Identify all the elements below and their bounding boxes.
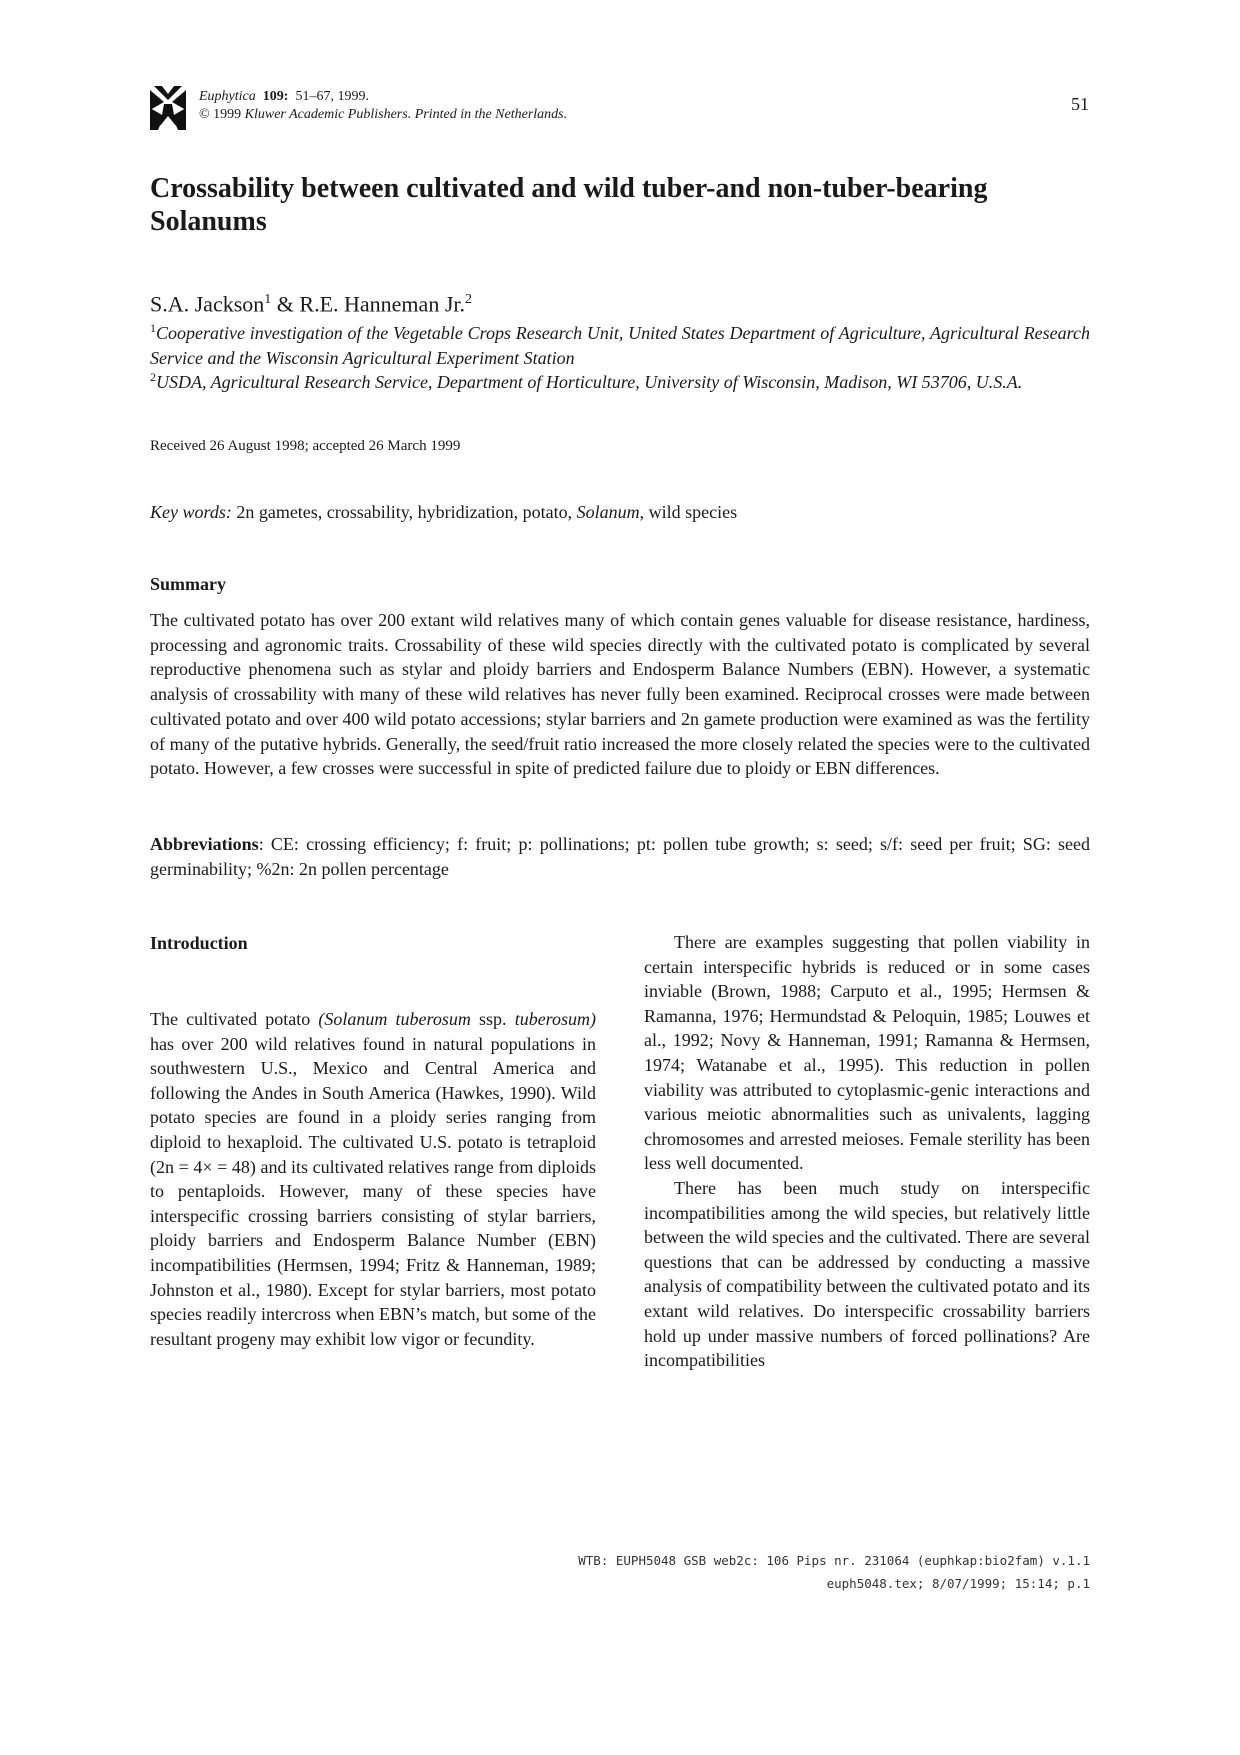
intro-left-text-1: The cultivated potato [150,1009,319,1029]
affiliation-1-mark: 1 [150,321,156,335]
copyright-symbol: © [199,107,210,122]
author-list [150,286,472,318]
intro-right-paragraph-1: There are examples suggesting that pollen viability in certain interspecific hybrids is reduced or in some cases inviable (Brown, 1988; Carputo et al., 1995; Hermsen & Ramanna, 1976; Hermundstad & Peloquin, 1985; Louwes et al., 1992; Novy & Hanneman, 1991; Ramanna & Hermsen, 1974; Watanabe et al., 1995). This reduction in pollen viability was attributed to cytoplasmic-genic interactions and various meiotic abnormalities such as univalents, lagging chromosomes and arrested meioses. Female sterility has been less well documented. [644,932,1090,1174]
introduction-heading: Introduction [150,933,248,953]
publisher-logo-icon [150,86,186,130]
keywords [150,500,1090,524]
intro-left-text-2: ssp. [470,1009,515,1029]
author-2-affil-mark: 2 [465,292,472,307]
paper-title: Crossability between cultivated and wild tuber-and non-tuber-bearing Solanums [150,173,988,237]
footer-production-line-2: euph5048.tex; 8/07/1999; 15:14; p.1 [826,1576,1090,1591]
affiliation-1-text: Cooperative investigation of the Vegetable Crops Research Unit, United States Department of Agriculture, Agricultural Research Service and the Wisconsin Agricultural Experiment Station [150,323,1090,368]
abbreviations-text: : CE: crossing efficiency; f: fruit; p: pollinations; pt: pollen tube growth; s: seed; s/f: seed per fruit; SG: seed germinability; %2n: 2n pollen percentage [150,834,1090,879]
publisher-line: Kluwer Academic Publishers. Printed in the Netherlands. [244,107,568,122]
intro-left-italic-2: tuberosum) [514,1009,597,1029]
journal-citation [199,88,567,124]
summary-heading: Summary [150,574,226,594]
author-separator: & [271,291,300,317]
footer-production-line-1: WTB: EUPH5048 GSB web2c: 106 Pips nr. 231064 (euphkap:bio2fam) v.1.1 [578,1553,1090,1568]
keywords-italic-term: Solanum [576,502,640,522]
affiliation-2-text: USDA, Agricultural Research Service, Department of Horticulture, University of Wisconsin, Madison, WI 53706, U.S.A. [156,372,1023,392]
copyright-year: 1999 [213,107,242,122]
affiliation-2-mark: 2 [150,370,156,384]
keywords-label: Key words: [150,502,232,522]
keywords-text-1: 2n gametes, crossability, hybridization, potato, [231,502,577,522]
journal-pages: 51–67, 1999. [295,89,369,104]
summary-text: The cultivated potato has over 200 extant wild relatives many of which contain genes valuable for disease resistance, hardiness, processing and agronomic traits. Crossability of these wild species directly with the cultivated potato is complicated by several reproductive phenomena such as stylar and ploidy barriers and Endosperm Balance Numbers (EBN). However, a systematic analysis of crossability with many of these wild relatives has never fully been examined. Reciprocal crosses were made between cultivated potato and over 400 wild potato accessions; stylar barriers and 2n gamete production were examined as was the fertility of many of the putative hybrids. Generally, the seed/fruit ratio increased the more closely related the species were to the cultivated potato. However, a few crosses were successful in spite of predicted failure due to ploidy or EBN differences. [150,610,1090,779]
affiliation-1 [150,316,1090,370]
author-1: S.A. Jackson [150,291,265,317]
abbreviations-label: Abbreviations [150,834,259,854]
author-1-affil-mark: 1 [264,292,272,307]
affiliation-2 [150,365,1090,395]
abbreviations [150,832,1090,881]
intro-right-paragraph-2: There has been much study on interspecific incompatibilities among the wild species, but relatively little between the wild species and the cultivated. There are several questions that can be addressed by conducting a massive analysis of compatibility between the cultivated potato and its extant wild relatives. Do interspecific crossability barriers hold up under massive numbers of forced pollinations? Are incompatibilities [644,1177,1090,1371]
journal-volume: 109: [262,89,289,104]
keywords-text-2: , wild species [639,502,738,522]
introduction-left-column [150,1007,596,1351]
journal-name: Euphytica [199,89,256,104]
intro-left-italic-1: (Solanum tuberosum [318,1009,471,1029]
intro-left-text-3: has over 200 wild relatives found in natural populations in southwestern U.S., Mexico and Central America and following the Andes in South America (Hawkes, 1990). Wild potato species are found in a ploidy series ranging from diploid to hexaploid. The cultivated U.S. potato is tetraploid (2n = 4× = 48) and its cultivated relatives range from diploids to pentaploids. However, many of these species have interspecific crossing barriers consisting of stylar barriers, ploidy barriers and Endosperm Balance Number (EBN) incompatibilities (Hermsen, 1994; Fritz & Hanneman, 1989; Johnston et al., 1980). Except for stylar barriers, most potato species readily intercross when EBN’s match, but some of the resultant progeny may exhibit low vigor or fecundity. [150,1033,596,1349]
received-dates: Received 26 August 1998; accepted 26 March 1999 [150,438,461,454]
page-number: 51 [1071,94,1089,114]
author-2: R.E. Hanneman Jr. [299,291,465,317]
introduction-right-column [644,930,1090,1373]
